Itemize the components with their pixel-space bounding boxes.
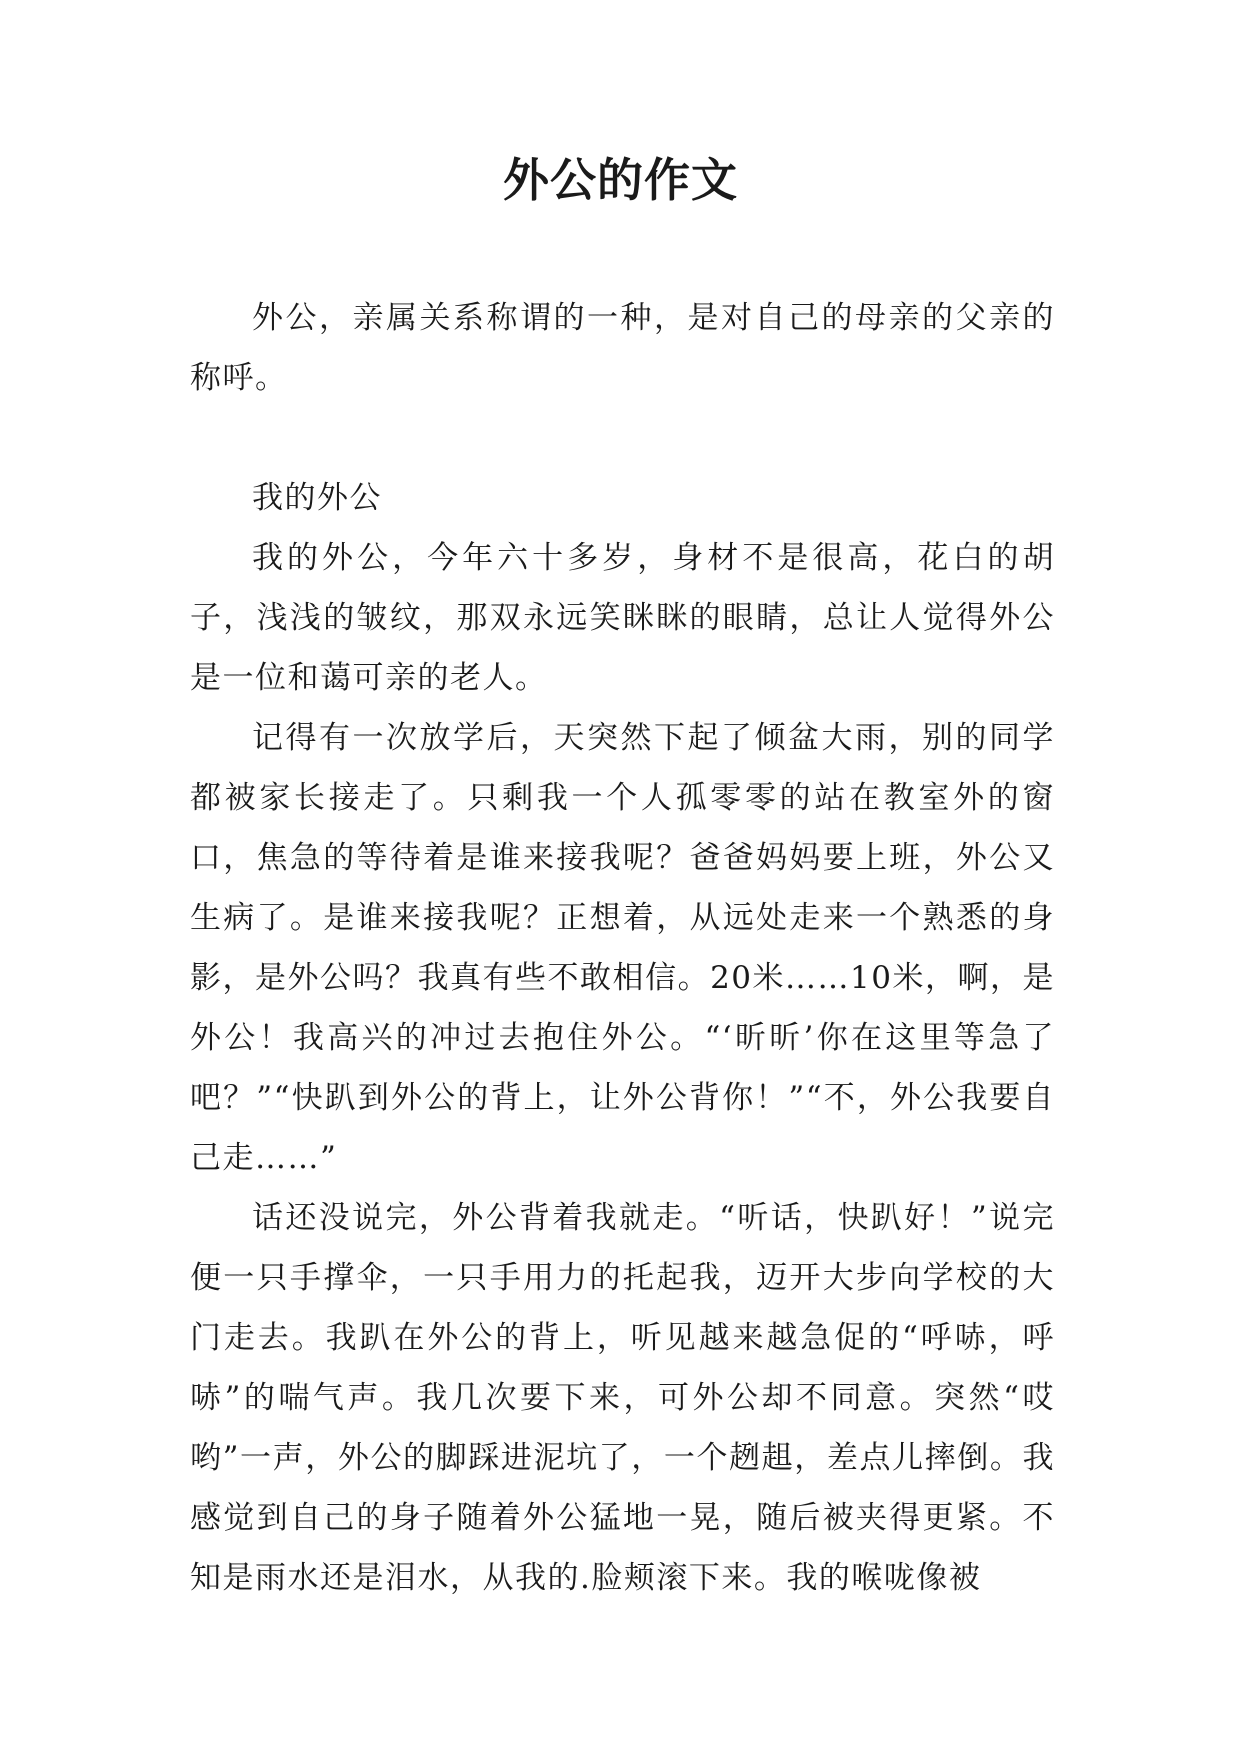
paragraph-definition: 外公，亲属关系称谓的一种，是对自己的母亲的父亲的称呼。 bbox=[190, 300, 1055, 396]
paragraph-subtitle: 我的外公 bbox=[252, 480, 382, 516]
document-title: 外公的作文 bbox=[503, 153, 738, 207]
paragraph-carried-home: 话还没说完，外公背着我就走。“听话，快趴好！”说完便一只手撑伞，一只手用力的托起我，迈开大步向学校的大门走去。我趴在外公的背上，听见越来越急促的“呼哧，呼哧”的喘气声。我几次要下来，可外公却不同意。突然“哎哟”一声，外公的脚踩进泥坑了，一个趔趄，差点儿摔倒。我感觉到自己的身子随着外公猛地一晃，随后被夹得更紧。不知是雨水还是泪水，从我的.脸颊滚下来。我的喉咙像被 bbox=[190, 1200, 1055, 1596]
paragraph-rain-story: 记得有一次放学后，天突然下起了倾盆大雨，别的同学都被家长接走了。只剩我一个人孤零零的站在教室外的窗口，焦急的等待着是谁来接我呢？爸爸妈妈要上班，外公又生病了。是谁来接我呢？正想着，从远处走来一个熟悉的身影，是外公吗？我真有些不敢相信。20米……10米，啊，是外公！我高兴的冲过去抱住外公。“‘昕昕’你在这里等急了吧？”“快趴到外公的背上，让外公背你！”“不，外公我要自己走……” bbox=[190, 720, 1055, 1176]
paragraph-description: 我的外公，今年六十多岁，身材不是很高，花白的胡子，浅浅的皱纹，那双永远笑眯眯的眼睛，总让人觉得外公是一位和蔼可亲的老人。 bbox=[190, 540, 1055, 696]
document-body bbox=[190, 288, 1055, 1608]
